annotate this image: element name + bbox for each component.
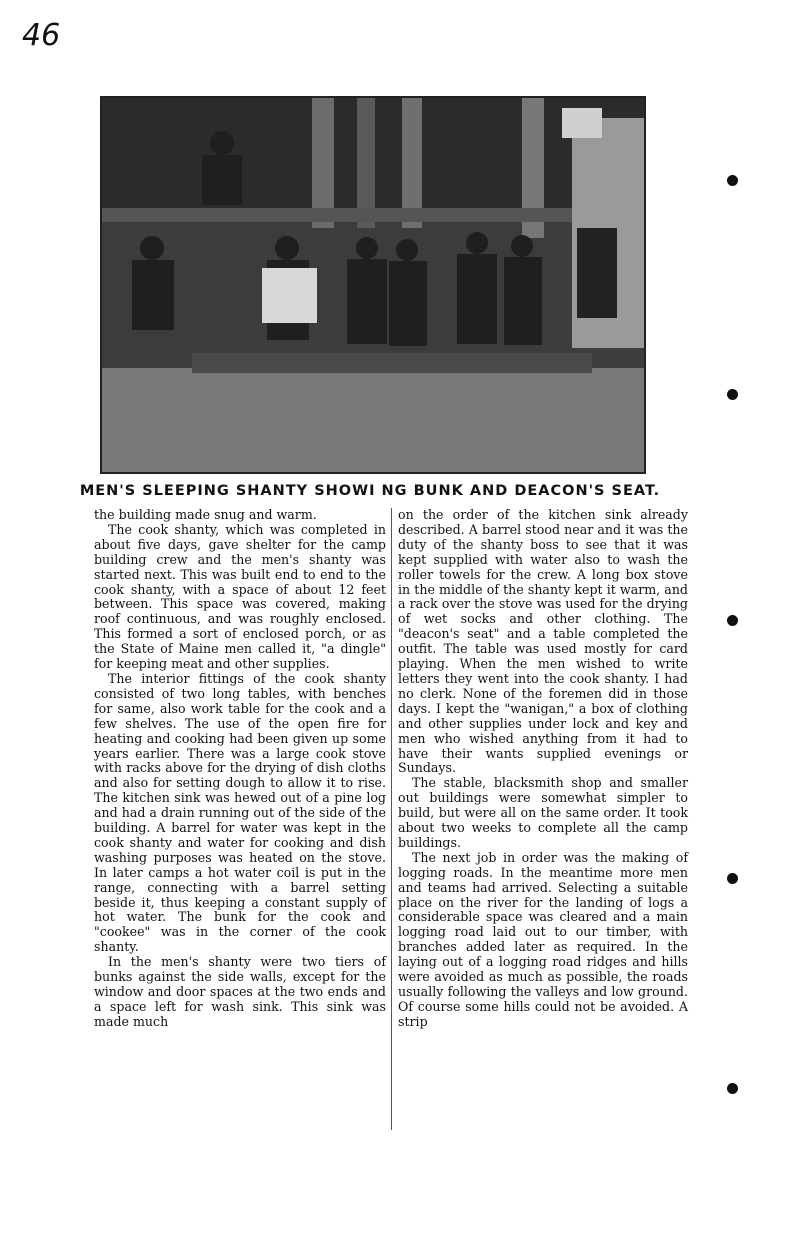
article-left-column — [94, 508, 386, 1030]
paragraph: The next job in order was the making of logging roads. In the meantime more men and teams had arrived. Selecting a suitable place on the river for the landing of logs a considerable space was cleared and a main logging road laid out to our timber, with branches added later as required. In the laying out of a logging road ridges and hills were avoided as much as possible, the roads usually following the valleys and low ground. Of course some hills could not be avoided. A strip — [398, 849, 688, 1029]
sleeping-shanty-photo — [102, 98, 644, 472]
page-number: 46 — [22, 18, 61, 53]
figure-caption: MEN'S SLEEPING SHANTY SHOWI NG BUNK AND DEACON'S SEAT. — [79, 483, 661, 499]
paragraph: The interior fittings of the cook shanty consisted of two long tables, with benches for same, also work table for the cook and a few shelves. The use of the open fire for heating and cooking had been given up some years earlier. There was a large cook stove with racks above for the drying of dish cloths and also for setting dough to allow it to rise. The kitchen sink was hewed out of a pine log and had a drain running out of the side of the building. A barrel for water was kept in the cook shanty and water for cooking and dish washing purposes was heated on the stove. In later camps a hot water coil is put in the range, connecting with a barrel setting beside it, thus keeping a constant supply of hot water. The bunk for the cook and "cookee" was in the corner of the cook shanty. — [94, 670, 386, 955]
paragraph: the building made snug and warm. — [94, 507, 317, 522]
column-divider — [391, 508, 392, 1130]
binder-hole-icon — [727, 1083, 738, 1094]
binder-hole-icon — [727, 873, 738, 884]
binder-hole-icon — [727, 175, 738, 186]
binder-hole-icon — [727, 615, 738, 626]
paragraph: on the order of the kitchen sink already described. A barrel stood near and it was the duty of the shanty boss to see that it was kept supplied with water also to wash the roller towels for the crew. A long box stove in the middle of the shanty kept it warm, and a rack over the stove was used for the drying of wet socks and other clothing. The "deacon's seat" and a table completed the outfit. The table was used mostly for card playing. When the men wished to write letters they went into the cook shanty. I had no clerk. None of the foremen did in those days. I kept the "wanigan," a box of clothing and other supplies under lock and key and men who wished anything from it had to have their wants supplied evenings or Sundays. — [398, 507, 688, 776]
paragraph: The stable, blacksmith shop and smaller out buildings were somewhat simpler to build, but were all on the same order. It took about two weeks to complete all the camp buildings. — [398, 775, 688, 850]
photograph — [100, 96, 646, 474]
paragraph: The cook shanty, which was completed in about five days, gave shelter for the camp building crew and the men's shanty was started next. This was built end to end to the cook shanty, with a space of about 12 feet between. This space was covered, making roof continuous, and was roughly enclosed. This formed a sort of enclosed porch, or as the State of Maine men called it, "a dingle" for keeping meat and other supplies. — [94, 521, 386, 672]
article-right-column — [398, 508, 688, 1030]
paragraph: In the men's shanty were two tiers of bunks against the side walls, except for the window and door spaces at the two ends and a space left for wash sink. This sink was made much — [94, 954, 386, 1029]
binder-hole-icon — [727, 389, 738, 400]
